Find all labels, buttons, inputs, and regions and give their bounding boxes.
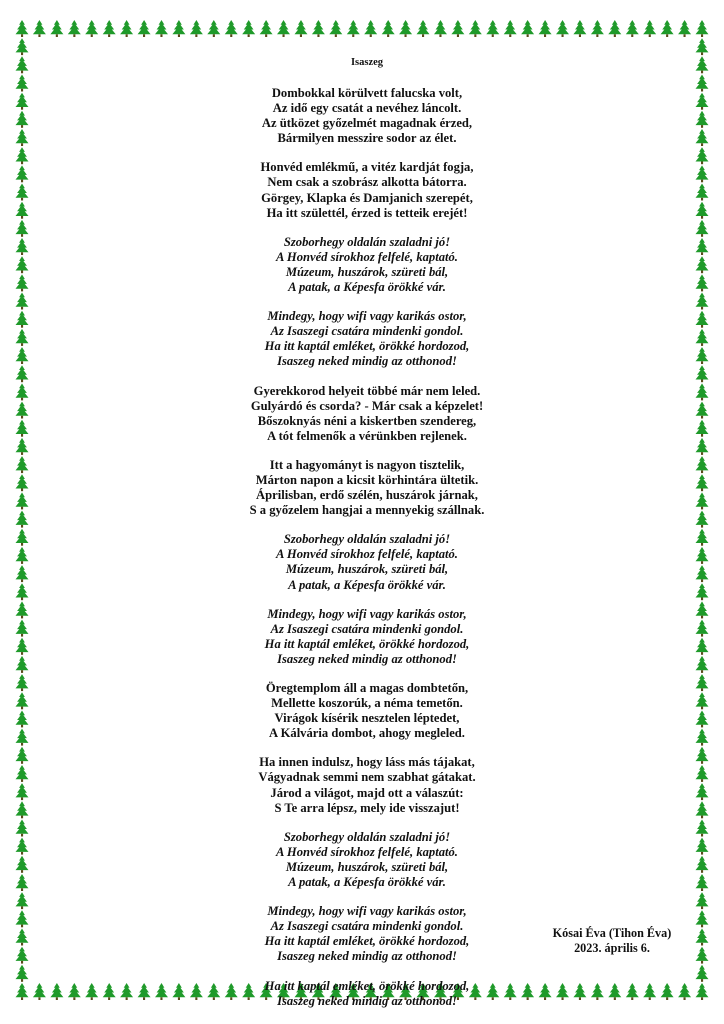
signature bbox=[532, 926, 692, 956]
christmas-tree-icon bbox=[539, 20, 552, 37]
poem-line: Szoborhegy oldalán szaladni jó! bbox=[283, 532, 451, 547]
poem-line: Gyerekkorod helyeit többé már nem leled. bbox=[253, 383, 481, 398]
christmas-tree-icon bbox=[33, 20, 46, 37]
poem-line: Az Isaszegi csatára mindenki gondol. bbox=[270, 621, 464, 636]
christmas-tree-icon bbox=[295, 20, 308, 37]
poem-line: Isaszeg neked mindig az otthonod! bbox=[277, 651, 457, 666]
signature-date: 2023. április 6. bbox=[574, 941, 650, 955]
poem-line: Ha itt kaptál emléket, örökké hordozod, bbox=[264, 339, 470, 354]
poem-line: Vágyadnak semmi nem szabhat gátakat. bbox=[258, 770, 476, 785]
christmas-tree-icon bbox=[16, 38, 29, 55]
poem-line: Áprilisban, erdő szélén, huszárok járnak, bbox=[256, 488, 478, 503]
refrain-stanza bbox=[0, 979, 724, 1009]
christmas-tree-icon bbox=[696, 38, 709, 55]
poem-line: Márton napon a kicsit körhintára ültetik. bbox=[255, 472, 479, 487]
poem-line: Mellette koszorúk, a néma temetőn. bbox=[271, 696, 463, 711]
stanza bbox=[0, 86, 724, 146]
poem-line: S Te arra lépsz, mely ide visszajut! bbox=[274, 800, 460, 815]
christmas-tree-icon bbox=[608, 20, 621, 37]
christmas-tree-icon bbox=[417, 20, 430, 37]
poem-line: S a győzelem hangjai a mennyekig szállnak. bbox=[249, 503, 485, 518]
christmas-tree-icon bbox=[486, 20, 499, 37]
christmas-tree-icon bbox=[661, 20, 674, 37]
christmas-tree-icon bbox=[696, 20, 709, 37]
christmas-tree-icon bbox=[260, 20, 273, 37]
poem-line: Múzeum, huszárok, szüreti bál, bbox=[285, 859, 449, 874]
christmas-tree-icon bbox=[556, 20, 569, 37]
poem-line: A Kálvária dombot, ahogy megleled. bbox=[269, 726, 465, 741]
christmas-tree-icon bbox=[50, 20, 63, 37]
poem-line: Nem csak a szobrász alkotta bátorra. bbox=[267, 175, 467, 190]
christmas-tree-icon bbox=[155, 20, 168, 37]
christmas-tree-icon bbox=[573, 20, 586, 37]
poem-line: Az Isaszegi csatára mindenki gondol. bbox=[270, 324, 464, 339]
poem-line: Gulyárdó és csorda? - Már csak a képzelet! bbox=[250, 398, 484, 413]
poem bbox=[0, 56, 724, 1023]
poem-line: Görgey, Klapka és Damjanich szerepét, bbox=[261, 190, 473, 205]
stanza bbox=[0, 681, 724, 741]
poem-line: Az Isaszegi csatára mindenki gondol. bbox=[270, 919, 464, 934]
poem-line: Mindegy, hogy wifi vagy karikás ostor, bbox=[267, 606, 467, 621]
refrain-stanza bbox=[0, 532, 724, 592]
poem-line: Ha itt születtél, érzed is tetteik erejét! bbox=[266, 205, 468, 220]
christmas-tree-icon bbox=[190, 20, 203, 37]
poem-line: Isaszeg neked mindig az otthonod! bbox=[277, 993, 457, 1008]
christmas-tree-icon bbox=[626, 20, 639, 37]
poem-line: A patak, a Képesfa örökké vár. bbox=[288, 577, 446, 592]
poem-line: Az ütközet győzelmét magadnak érzed, bbox=[261, 116, 473, 131]
christmas-tree-icon bbox=[68, 20, 81, 37]
christmas-tree-icon bbox=[643, 20, 656, 37]
poem-line: A patak, a Képesfa örökké vár. bbox=[288, 875, 446, 890]
christmas-tree-icon bbox=[225, 20, 238, 37]
poem-line: Szoborhegy oldalán szaladni jó! bbox=[283, 234, 451, 249]
poem-line: Az idő egy csatát a nevéhez láncolt. bbox=[272, 101, 462, 116]
poem-line: Isaszeg neked mindig az otthonod! bbox=[277, 354, 457, 369]
christmas-tree-icon bbox=[329, 20, 342, 37]
christmas-tree-icon bbox=[504, 20, 517, 37]
poem-body bbox=[0, 86, 724, 1009]
christmas-tree-icon bbox=[103, 20, 116, 37]
poem-line: A Honvéd sírokhoz felfelé, kaptató. bbox=[276, 844, 458, 859]
poem-line: A tót felmenők a vérünkben rejlenek. bbox=[267, 428, 467, 443]
christmas-tree-icon bbox=[172, 20, 185, 37]
author-name: Kósai Éva (Tihon Éva) bbox=[552, 926, 672, 940]
poem-line: Ha itt kaptál emléket, örökké hordozod, bbox=[264, 636, 470, 651]
christmas-tree-icon bbox=[120, 20, 133, 37]
poem-line: Múzeum, huszárok, szüreti bál, bbox=[285, 562, 449, 577]
christmas-tree-icon bbox=[382, 20, 395, 37]
christmas-tree-icon bbox=[242, 20, 255, 37]
poem-line: Virágok kísérik nesztelen léptedet, bbox=[274, 711, 460, 726]
poem-line: Bármilyen messzire sodor az élet. bbox=[277, 131, 457, 146]
poem-line: Dombokkal körülvett falucska volt, bbox=[271, 86, 463, 100]
refrain-stanza bbox=[0, 235, 724, 295]
poem-line: Járod a világot, majd ott a válaszút: bbox=[270, 785, 464, 800]
poem-line: A Honvéd sírokhoz felfelé, kaptató. bbox=[276, 547, 458, 562]
poem-line: Szoborhegy oldalán szaladni jó! bbox=[283, 829, 451, 844]
christmas-tree-icon bbox=[591, 20, 604, 37]
refrain-stanza bbox=[0, 830, 724, 890]
christmas-tree-icon bbox=[277, 20, 290, 37]
poem-line: Bőszoknyás néni a kiskertben szendereg, bbox=[257, 413, 477, 428]
christmas-tree-icon bbox=[469, 20, 482, 37]
stanza bbox=[0, 384, 724, 444]
stanza bbox=[0, 458, 724, 518]
christmas-tree-icon bbox=[85, 20, 98, 37]
poem-line: Ha itt kaptál emléket, örökké hordozod, bbox=[264, 978, 470, 993]
christmas-tree-icon bbox=[138, 20, 151, 37]
christmas-tree-icon bbox=[678, 20, 691, 37]
refrain-stanza bbox=[0, 607, 724, 667]
christmas-tree-icon bbox=[399, 20, 412, 37]
poem-line: A patak, a Képesfa örökké vár. bbox=[288, 280, 446, 295]
poem-line: Öregtemplom áll a magas dombtetőn, bbox=[265, 681, 469, 695]
refrain-stanza bbox=[0, 309, 724, 369]
stanza bbox=[0, 160, 724, 220]
christmas-tree-icon bbox=[312, 20, 325, 37]
poem-line: Mindegy, hogy wifi vagy karikás ostor, bbox=[267, 309, 467, 324]
poem-line: Ha itt kaptál emléket, örökké hordozod, bbox=[264, 934, 470, 949]
poem-title: Isaszeg bbox=[350, 57, 384, 68]
poem-line: Isaszeg neked mindig az otthonod! bbox=[277, 949, 457, 964]
poem-line: Ha innen indulsz, hogy láss más tájakat, bbox=[259, 755, 475, 770]
christmas-tree-icon bbox=[16, 20, 29, 37]
christmas-tree-icon bbox=[207, 20, 220, 37]
poem-line: A Honvéd sírokhoz felfelé, kaptató. bbox=[276, 249, 458, 264]
christmas-tree-icon bbox=[451, 20, 464, 37]
christmas-tree-icon bbox=[364, 20, 377, 37]
stanza bbox=[0, 755, 724, 815]
poem-line: Honvéd emlékmű, a vitéz kardját fogja, bbox=[260, 160, 474, 175]
poem-line: Múzeum, huszárok, szüreti bál, bbox=[285, 264, 449, 279]
christmas-tree-icon bbox=[347, 20, 360, 37]
christmas-tree-icon bbox=[434, 20, 447, 37]
poem-line: Itt a hagyományt is nagyon tisztelik, bbox=[269, 457, 465, 472]
christmas-tree-icon bbox=[521, 20, 534, 37]
poem-line: Mindegy, hogy wifi vagy karikás ostor, bbox=[267, 904, 467, 919]
